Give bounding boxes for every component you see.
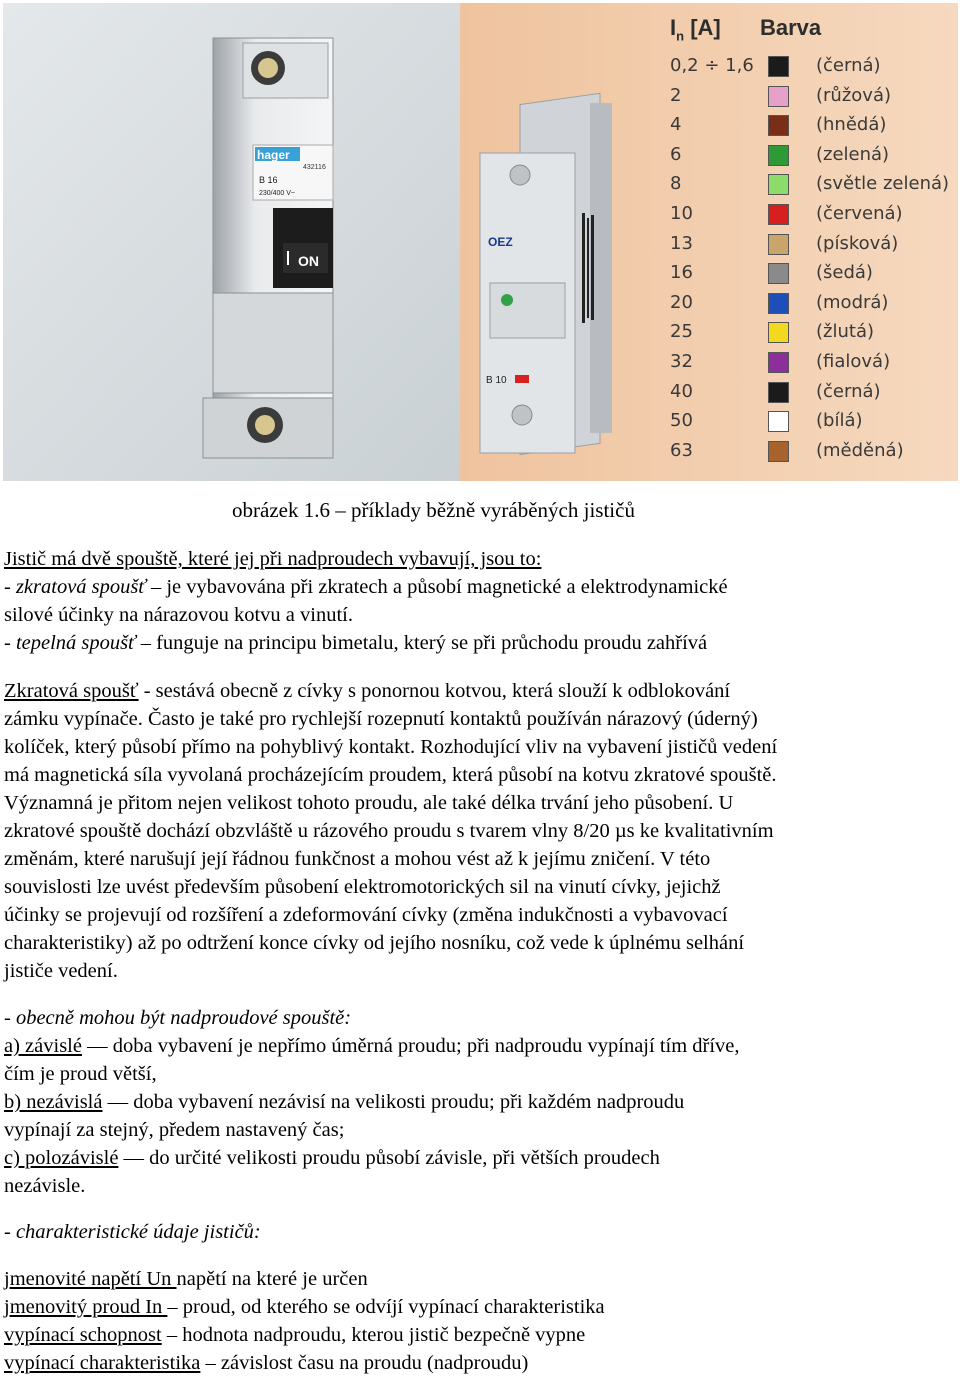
- rated-current: 6: [670, 143, 682, 165]
- color-swatch: [768, 293, 789, 314]
- rated-current: 63: [670, 439, 693, 461]
- rated-current: 32: [670, 351, 693, 372]
- rated-current: 20: [670, 291, 693, 313]
- body-line: charakteristiky) až po odtržení konce cívky od jejího nosníku, což vede k úplnému selhání: [4, 932, 745, 954]
- color-swatch: [768, 115, 789, 136]
- body-line: zkratové spouště dochází obzvláště u rázového proudu s tvarem vlny 8/20 µs ke kvalitativním: [4, 820, 774, 842]
- rated-current: 0,2 ÷ 1,6: [670, 55, 754, 76]
- color-table-row: [670, 203, 958, 229]
- color-table-row: [670, 233, 958, 259]
- body-line: jističe vedení.: [4, 960, 118, 982]
- color-swatch: [768, 234, 789, 255]
- color-code-panel: [460, 3, 958, 481]
- current-column-header: $I_n$ [A]: [670, 15, 721, 44]
- definition-line: vypínací charakteristika – závislost času na proudu (nadproudu): [4, 1352, 529, 1374]
- rated-current: 2: [670, 84, 682, 106]
- hager-brand-label: hager: [257, 148, 290, 162]
- color-table-row: [670, 173, 958, 199]
- color-table-row: [670, 292, 958, 318]
- color-name: (bílá): [816, 410, 863, 432]
- body-line: silové účinky na nárazovou kotvu a vinutí.: [4, 604, 353, 626]
- color-table-row: [670, 114, 958, 140]
- body-line: změnám, které narušují její řádnou funkčnost a mohou vést až k jejímu zničení. V této: [4, 848, 711, 870]
- body-line: nezávisle.: [4, 1175, 86, 1197]
- rated-current: 4: [670, 114, 682, 136]
- body-line: c) polozávislé — do určité velikosti proudu působí závisle, při větších proudech: [4, 1147, 660, 1169]
- breaker-figure: [3, 3, 958, 481]
- color-swatch: [768, 441, 789, 462]
- definition-line: vypínací schopnost – hodnota nadproudu, kterou jistič bezpečně vypne: [4, 1324, 586, 1346]
- section-heading: - obecně mohou být nadproudové spouště:: [4, 1007, 352, 1029]
- color-name: (červená): [816, 203, 903, 224]
- oez-brand-label: OEZ: [488, 235, 513, 249]
- color-name: (šedá): [816, 262, 873, 284]
- color-swatch: [768, 86, 789, 107]
- color-name: (hnědá): [816, 114, 887, 136]
- figure-caption: obrázek 1.6 – příklady běžně vyráběných jističů: [232, 498, 635, 522]
- color-swatch: [768, 411, 789, 432]
- section-heading: - charakteristické údaje jističů:: [4, 1221, 261, 1243]
- color-swatch: [768, 322, 789, 343]
- rated-current: 13: [670, 232, 693, 254]
- body-line: má magnetická síla vyvolaná procházejícím proudem, která působí na kotvu zkratové spouště.: [4, 764, 777, 786]
- color-table-row: [670, 55, 958, 81]
- hager-code-label: 432116: [303, 164, 326, 171]
- hager-on-label: ON: [298, 253, 319, 269]
- body-line: b) nezávislá — doba vybavení nezávisí na velikosti proudu; při každém nadproudu: [4, 1091, 685, 1113]
- rated-current: 25: [670, 321, 693, 343]
- hager-breaker-illustration: [3, 3, 460, 481]
- color-table-row: [670, 440, 958, 466]
- body-line: vypínají za stejný, předem nastavený čas;: [4, 1119, 345, 1141]
- color-table-row: [670, 410, 958, 436]
- body-line: Významná je přitom nejen velikost tohoto proudu, ale také délka trvání jeho působení. U: [4, 792, 734, 814]
- hager-voltage-label: 230/400 V~: [259, 190, 296, 197]
- color-swatch: [768, 145, 789, 166]
- color-column-header: Barva: [760, 15, 822, 40]
- oez-rating-label: B 10: [486, 375, 507, 386]
- body-line: účinky se projevují od rozšíření a zdeformování cívky (změna indukčnosti a vybavovací: [4, 904, 728, 926]
- color-name: (černá): [816, 55, 881, 76]
- definition-line: jmenovitý proud In – proud, od kterého se odvíjí vypínací charakteristika: [4, 1296, 605, 1318]
- color-name: (písková): [816, 232, 899, 254]
- hager-breaker-photo: [3, 3, 460, 481]
- body-line: - tepelná spoušť – funguje na principu bimetalu, který se při průchodu proudu zahřívá: [4, 632, 708, 654]
- color-table-row: [670, 321, 958, 347]
- color-swatch: [768, 174, 789, 195]
- rated-current: 40: [670, 380, 693, 402]
- body-line: čím je proud větší,: [4, 1063, 157, 1085]
- color-swatch: [768, 204, 789, 225]
- color-name: (žlutá): [816, 321, 874, 343]
- rated-current: 10: [670, 203, 693, 224]
- rated-current: 16: [670, 262, 693, 284]
- color-name: (zelená): [816, 143, 890, 165]
- color-name: (světle zelená): [816, 173, 950, 195]
- body-line: Zkratová spoušť - sestává obecně z cívky s ponornou kotvou, která slouží k odblokování: [4, 680, 731, 702]
- body-line: - zkratová spoušť – je vybavována při zkratech a působí magnetické a elektrodynamické: [4, 576, 728, 598]
- color-table-row: [670, 144, 958, 170]
- definition-line: jmenovité napětí Un napětí na které je určen: [4, 1268, 368, 1290]
- barcode-icon: [582, 213, 594, 323]
- color-name: (modrá): [816, 291, 889, 313]
- color-swatch: [768, 382, 789, 403]
- rated-current: 8: [670, 173, 682, 195]
- intro-line: Jistič má dvě spouště, které jej při nadproudech vybavují, jsou to:: [4, 548, 542, 570]
- color-name: (růžová): [816, 84, 891, 106]
- color-swatch: [768, 263, 789, 284]
- color-name: (černá): [816, 380, 881, 402]
- body-line: a) závislé — doba vybavení je nepřímo úměrná proudu; při nadproudu vypínají tím dříve,: [4, 1035, 740, 1057]
- color-table-row: [670, 351, 958, 377]
- hager-rating-label: B 16: [259, 175, 278, 185]
- color-swatch: [768, 56, 789, 77]
- body-line: souvislosti lze uvést především působení elektromotorických sil na vinutí cívky, jejichž: [4, 876, 721, 898]
- color-swatch: [768, 352, 789, 373]
- body-line: kolíček, který působí přímo na pohyblivý kontakt. Rozhodující vliv na vybavení jističů vedení: [4, 736, 778, 758]
- rated-current: 50: [670, 410, 693, 432]
- color-table-row: [670, 381, 958, 407]
- color-table-row: [670, 262, 958, 288]
- color-name: (fialová): [816, 351, 891, 372]
- color-table-row: [670, 85, 958, 111]
- body-line: zámku vypínače. Často je také pro rychlejší rozepnutí kontaktů používán nárazový (úderný): [4, 708, 758, 730]
- color-name: (měděná): [816, 439, 904, 461]
